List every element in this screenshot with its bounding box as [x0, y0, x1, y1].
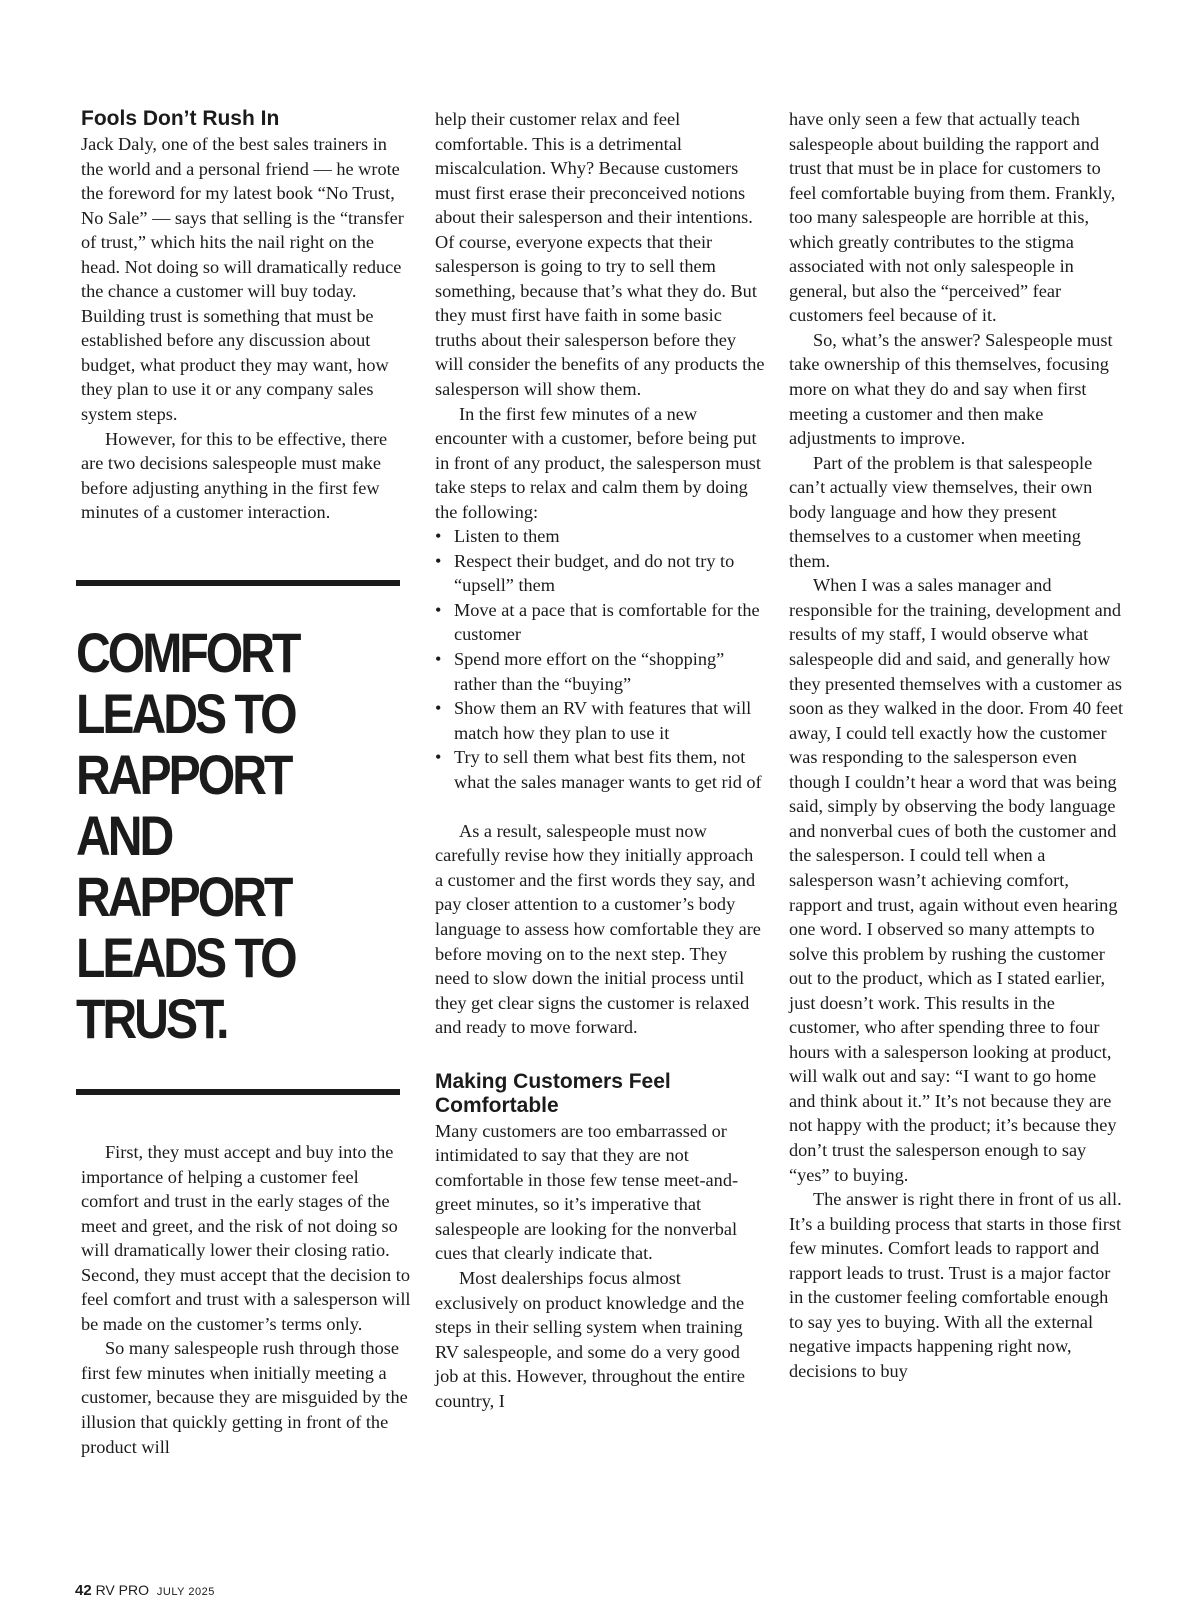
pull-quote-bottom-rule	[76, 1089, 400, 1095]
paragraph: Jack Daly, one of the best sales trainers in the world and a personal friend — he wrote the foreword for my latest book “No Trust, No Sale” — says that selling is the “transfer of trust,” which hits the nail right on the head. Not doing so will dramatically reduce the chance a customer will buy today. Building trust is something that must be established before any discussion about budget, what product they may want, how they plan to use it or any company sales system steps.	[81, 134, 404, 425]
page-footer	[75, 1582, 215, 1599]
section-heading-comfortable: Making Customers Feel Comfortable	[435, 1069, 671, 1117]
paragraph: So many salespeople rush through those first few minutes when initially meeting a customer, because they are misguided by the illusion that quickly getting in front of the product will	[81, 1338, 408, 1457]
column-3	[789, 107, 1124, 1383]
bullet-item: • Listen to them	[454, 524, 765, 549]
section-heading-fools: Fools Don’t Rush In	[81, 107, 280, 130]
bullet-item: • Respect their budget, and do not try to “upsell” them	[454, 549, 765, 598]
bullet-item: • Try to sell them what best fits them, not what the sales manager wants to get rid of	[454, 745, 765, 794]
bullet-item: • Show them an RV with features that will match how they plan to use it	[454, 696, 765, 745]
column-1-lower	[81, 1140, 411, 1459]
paragraph: So, what’s the answer? Salespeople must take ownership of this themselves, focusing more on what they do and say when first meeting a customer and then make adjustments to improve.	[789, 329, 1113, 449]
bullet-list	[435, 524, 765, 794]
paragraph: Most dealerships focus almost exclusively on product knowledge and the steps in their selling system when training RV salespeople, and some do a very good job at this. However, throughout the entire country, I	[435, 1268, 745, 1411]
paragraph: When I was a sales manager and responsible for the training, development and results of my staff, I would observe what salespeople did and said, and generally how they presented themselves with a customer as soon as they walked in the door. From 40 feet away, I could tell exactly how the customer was responding to the salesperson even though I couldn’t hear a word that was being said, simply by observing the body language and nonverbal cues of both the customer and the salesperson. I could tell when a salesperson wasn’t achieving comfort, rapport and trust, again without even hearing one word. I observed so many attempts to solve this problem by rushing the customer out to the product, which as I stated earlier, just doesn’t work. This results in the customer, who after spending three to four hours with a salesperson looking at product, will walk out and say: “I want to go home and think about it.” It’s not because they are not happy with the product; it’s because they don’t trust the salesperson enough to say “yes” to buying.	[789, 575, 1124, 1185]
publication-name: RV PRO	[95, 1582, 150, 1598]
paragraph: have only seen a few that actually teach salespeople about building the rapport and trust that must be in place for customers to feel comfortable buying from them. Frankly, too many salespeople are horrible at this, which greatly contributes to the stigma associated with not only salespeople in general, but also the “perceived” fear customers feel because of it.	[789, 109, 1116, 326]
paragraph: In the first few minutes of a new encounter with a customer, before being put in front of any product, the salesperson must take steps to relax and calm them by doing the following:	[435, 403, 761, 522]
issue-date: JULY 2025	[156, 1586, 215, 1598]
bullet-item: • Spend more effort on the “shopping” rather than the “buying”	[454, 647, 765, 696]
pull-quote	[76, 580, 400, 1095]
page-number: 42	[75, 1582, 92, 1599]
column-1	[81, 107, 411, 525]
pull-quote-top-rule	[76, 580, 400, 586]
pull-quote-text: COMFORT LEADS TO RAPPORT AND RAPPORT LEADS TO TRUST.	[76, 621, 299, 1050]
paragraph: However, for this to be effective, there are two decisions salespeople must make before adjusting anything in the first few minutes of a customer interaction.	[81, 428, 388, 523]
paragraph: help their customer relax and feel comfortable. This is a detrimental miscalculation. Why? Because customers must first erase their preconceived notions about their salesperson and their intentions. Of course, everyone expects that their salesperson is going to try to sell them something, because that’s what they do. But they must first have faith in some basic truths about their salesperson before they will consider the benefits of any products the salesperson will show them.	[435, 109, 765, 400]
paragraph: Part of the problem is that salespeople can’t actually view themselves, their own body language and how they present themselves to a customer when meeting them.	[789, 452, 1093, 571]
paragraph: The answer is right there in front of us all. It’s a building process that starts in those first few minutes. Comfort leads to rapport and rapport leads to trust. Trust is a major factor in the customer feeling comfortable enough to say yes to buying. With all the external negative impacts happening right now, decisions to buy	[789, 1189, 1122, 1381]
paragraph: First, they must accept and buy into the importance of helping a customer feel comfort and trust in the early stages of the meet and greet, and the risk of not doing so will dramatically lower their closing ratio. Second, they must accept that the decision to feel comfort and trust with a salesperson will be made on the customer’s terms only.	[81, 1142, 411, 1334]
paragraph: As a result, salespeople must now carefully revise how they initially approach a customer and the first words they say, and pay closer attention to a customer’s body language to assess how comfortable they are before moving on to the next step. They need to slow down the initial process until they get clear signs the customer is relaxed and ready to move forward.	[435, 820, 761, 1038]
paragraph: Many customers are too embarrassed or intimidated to say that they are not comfortable in those few tense meet-and-greet minutes, so it’s imperative that salespeople are looking for the nonverbal cues that clearly indicate that.	[435, 1120, 739, 1264]
bullet-item: • Move at a pace that is comfortable for the customer	[454, 598, 765, 647]
spacer	[435, 794, 765, 819]
column-2	[435, 107, 765, 1413]
